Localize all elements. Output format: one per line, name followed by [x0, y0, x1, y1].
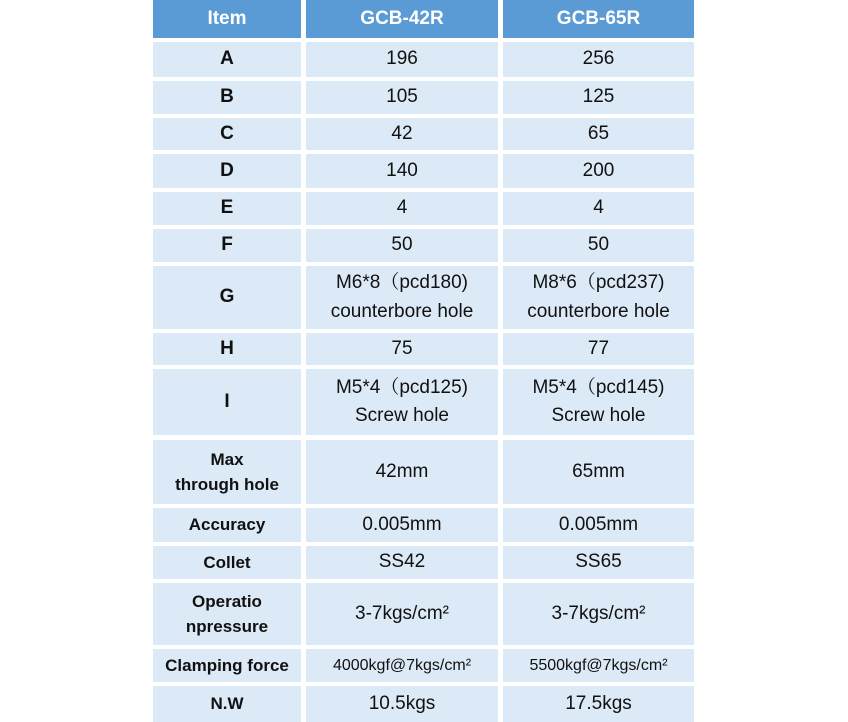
row-label: C	[153, 118, 301, 150]
row-label: Clamping force	[153, 649, 301, 682]
table-row	[153, 686, 694, 722]
value-gcb-65r: 17.5kgs	[503, 686, 694, 722]
row-label: A	[153, 42, 301, 77]
table-row	[153, 192, 694, 225]
value-gcb-65r: M5*4（pcd145) Screw hole	[503, 369, 694, 435]
value-gcb-65r: 3-7kgs/cm²	[503, 583, 694, 645]
value-gcb-42r: 196	[306, 42, 498, 77]
row-label: N.W	[153, 686, 301, 722]
row-label: Collet	[153, 546, 301, 579]
header-row	[153, 0, 694, 38]
row-label: D	[153, 154, 301, 188]
value-gcb-42r: 10.5kgs	[306, 686, 498, 722]
row-label: H	[153, 333, 301, 365]
table-row	[153, 81, 694, 114]
value-gcb-42r: M5*4（pcd125) Screw hole	[306, 369, 498, 435]
value-gcb-65r: 65	[503, 118, 694, 150]
value-gcb-65r: M8*6（pcd237) counterbore hole	[503, 266, 694, 329]
row-label: B	[153, 81, 301, 114]
header-gcb-42r: GCB-42R	[306, 0, 498, 38]
table-row	[153, 369, 694, 435]
row-label: E	[153, 192, 301, 225]
value-gcb-42r: 140	[306, 154, 498, 188]
row-label: F	[153, 229, 301, 262]
value-gcb-65r: 77	[503, 333, 694, 365]
table-row	[153, 333, 694, 365]
value-gcb-42r: 4	[306, 192, 498, 225]
value-gcb-42r: 0.005mm	[306, 508, 498, 542]
value-gcb-42r: 105	[306, 81, 498, 114]
value-gcb-42r: 42	[306, 118, 498, 150]
header-item: Item	[153, 0, 301, 38]
value-gcb-65r: 5500kgf@7kgs/cm²	[503, 649, 694, 682]
table-row	[153, 583, 694, 645]
value-gcb-42r: SS42	[306, 546, 498, 579]
row-label: Operatio npressure	[153, 583, 301, 645]
value-gcb-42r: 4000kgf@7kgs/cm²	[306, 649, 498, 682]
value-gcb-42r: 75	[306, 333, 498, 365]
value-gcb-65r: 125	[503, 81, 694, 114]
header-gcb-65r: GCB-65R	[503, 0, 694, 38]
value-gcb-42r: 50	[306, 229, 498, 262]
row-label: I	[153, 369, 301, 435]
table-row	[153, 546, 694, 579]
table-row	[153, 266, 694, 329]
table-row	[153, 118, 694, 150]
table-row	[153, 229, 694, 262]
value-gcb-42r: M6*8（pcd180) counterbore hole	[306, 266, 498, 329]
value-gcb-65r: 4	[503, 192, 694, 225]
table-row	[153, 649, 694, 682]
value-gcb-65r: 65mm	[503, 440, 694, 504]
value-gcb-65r: 200	[503, 154, 694, 188]
row-label: G	[153, 266, 301, 329]
table-row	[153, 42, 694, 77]
value-gcb-65r: 50	[503, 229, 694, 262]
value-gcb-65r: SS65	[503, 546, 694, 579]
table-row	[153, 508, 694, 542]
value-gcb-42r: 42mm	[306, 440, 498, 504]
value-gcb-65r: 256	[503, 42, 694, 77]
table-row	[153, 154, 694, 188]
value-gcb-65r: 0.005mm	[503, 508, 694, 542]
row-label: Accuracy	[153, 508, 301, 542]
table-row	[153, 440, 694, 504]
value-gcb-42r: 3-7kgs/cm²	[306, 583, 498, 645]
row-label: Max through hole	[153, 440, 301, 504]
